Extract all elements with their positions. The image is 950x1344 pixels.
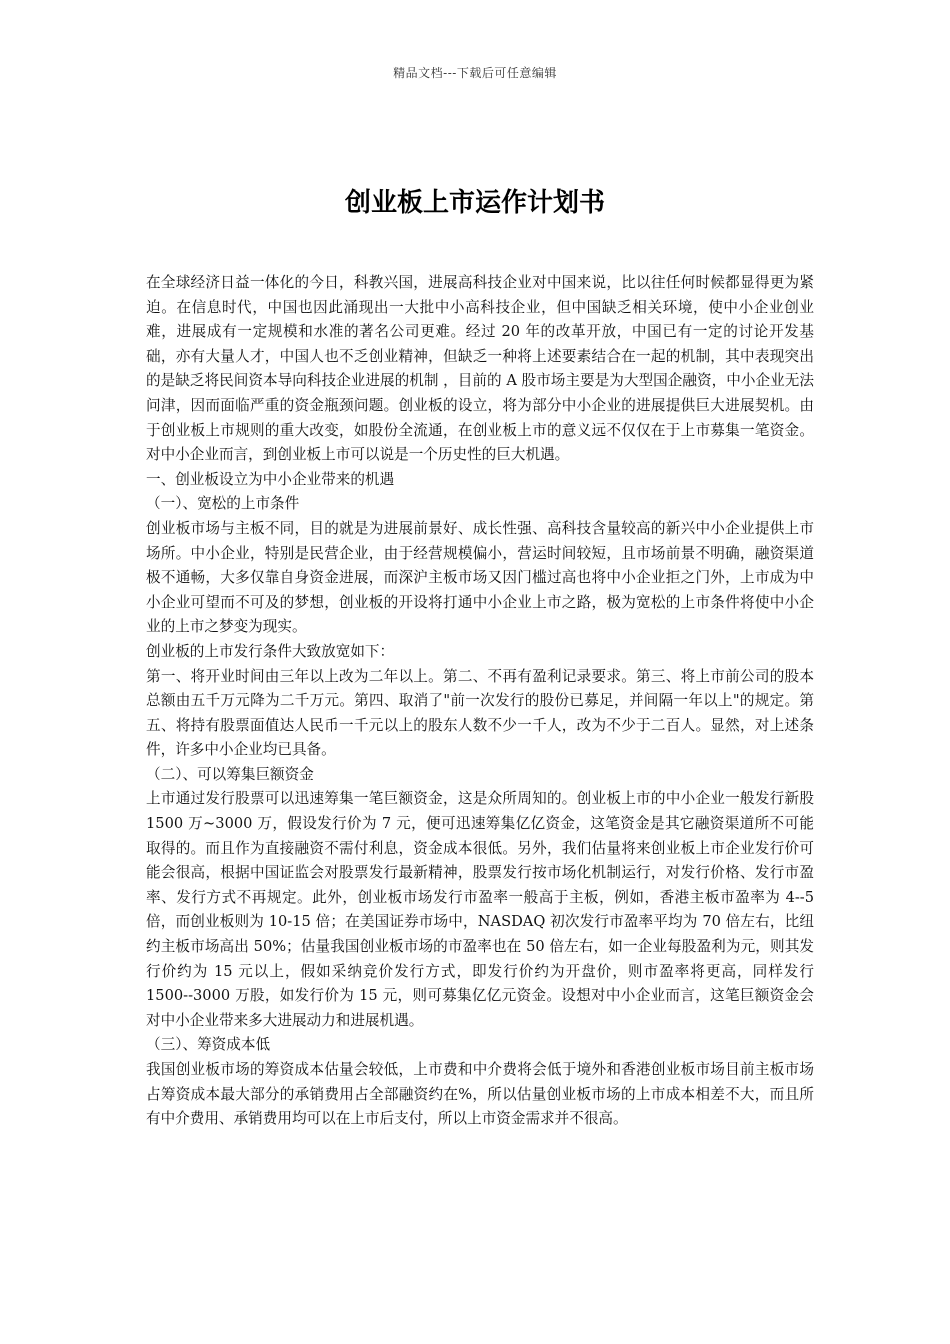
subsection-heading: （二）、可以筹集巨额资金 [146,765,314,783]
subsection-heading: （一）、宽松的上市条件 [146,495,300,513]
document-body [146,271,814,1132]
body-paragraph: 上市通过发行股票可以迅速筹集一笔巨额资金，这是众所周知的。创业板上市的中小企业一般发行新股 1500 万~3000 万，假设发行价为 7 元，便可迅速筹集亿亿资金，这笔资金是其它融资渠道所不可能取得的。而且作为直接融资不需付利息，资金成本很低。另外，我们估量将来创业板上市企业发行价可能会很高，根据中国证监会对股票发行最新精神，股票发行按市场化机制运行，对发行价格、发行市盈率、发行方式不再规定。此外，创业板市场发行市盈率一般高于主板，例如，香港主板市盈率为 4--5 倍，而创业板则为 10-15 倍；在美国证券市场中，NASDAQ 初次发行市盈率平均为 70 倍左右，比纽约主板市场高出 50%；估量我国创业板市场的市盈率也在 50 倍左右，如一企业每股盈利为元，则其发行价约为 15 元以上，假如采纳竞价发行方式，即发行价约为开盘价，则市盈率将更高，同样发行 1500--3000 万股，如发行价为 15 元，则可募集亿亿元资金。设想对中小企业而言，这笔巨额资金会对中小企业带来多大进展动力和进展机遇。 [146,790,814,1029]
body-paragraph: 创业板的上市发行条件大致放宽如下： [146,642,395,660]
intro-paragraph: 在全球经济日益一体化的今日，科教兴国，进展高科技企业对中国来说，比以往任何时候都显得更为紧迫。在信息时代，中国也因此涌现出一大批中小高科技企业，但中国缺乏相关环境，使中小企业创业难，进展成有一定规模和水准的著名公司更难。经过 20 年的改革开放，中国已有一定的讨论开发基础，亦有大量人才，中国人也不乏创业精神，但缺乏一种将上述要素结合在一起的机制，其中表现突出的是缺乏将民间资本导向科技企业进展的机制 ，目前的 A 股市场主要是为大型国企融资，中小企业无法问津，因而面临严重的资金瓶颈问题。创业板的设立，将为部分中小企业的进展提供巨大进展契机。由于创业板上市规则的重大改变，如股份全流通，在创业板上市的意义远不仅仅在于上市募集一笔资金。对中小企业而言，到创业板上市可以说是一个历史性的巨大机遇。 [146,274,814,464]
document-title: 创业板上市运作计划书 [344,188,605,218]
header-note: 精品文档---下载后可任意编辑 [393,66,557,80]
body-paragraph: 第一、将开业时间由三年以上改为二年以上。第二、不再有盈利记录要求。第三、将上市前公司的股本总额由五千万元降为二千万元。第四、取消了"前一次发行的股份已募足，并间隔一年以上"的规定。第五、将持有股票面值达人民币一千元以上的股东人数不少一千人，改为不少于二百人。显然，对上述条件，许多中小企业均已具备。 [146,667,814,759]
subsection-heading: （三）、筹资成本低 [146,1036,271,1054]
body-paragraph: 创业板市场与主板不同，目的就是为进展前景好、成长性强、高科技含量较高的新兴中小企业提供上市场所。中小企业，特别是民营企业，由于经营规模偏小，营运时间较短，且市场前景不明确，融资渠道极不通畅，大多仅靠自身资金进展，而深沪主板市场又因门槛过高也将中小企业拒之门外，上市成为中小企业可望而不可及的梦想，创业板的开设将打通中小企业上市之路，极为宽松的上市条件将使中小企业的上市之梦变为现实。 [146,519,814,636]
body-paragraph: 我国创业板市场的筹资成本估量会较低，上市费和中介费将会低于境外和香港创业板市场目前主板市场占筹资成本最大部分的承销费用占全部融资约在%，所以估量创业板市场的上市成本相差不大，而且所有中介费用、承销费用均可以在上市后支付，所以上市资金需求并不很高。 [146,1061,814,1128]
section-heading: 一、创业板设立为中小企业带来的机遇 [146,470,395,488]
